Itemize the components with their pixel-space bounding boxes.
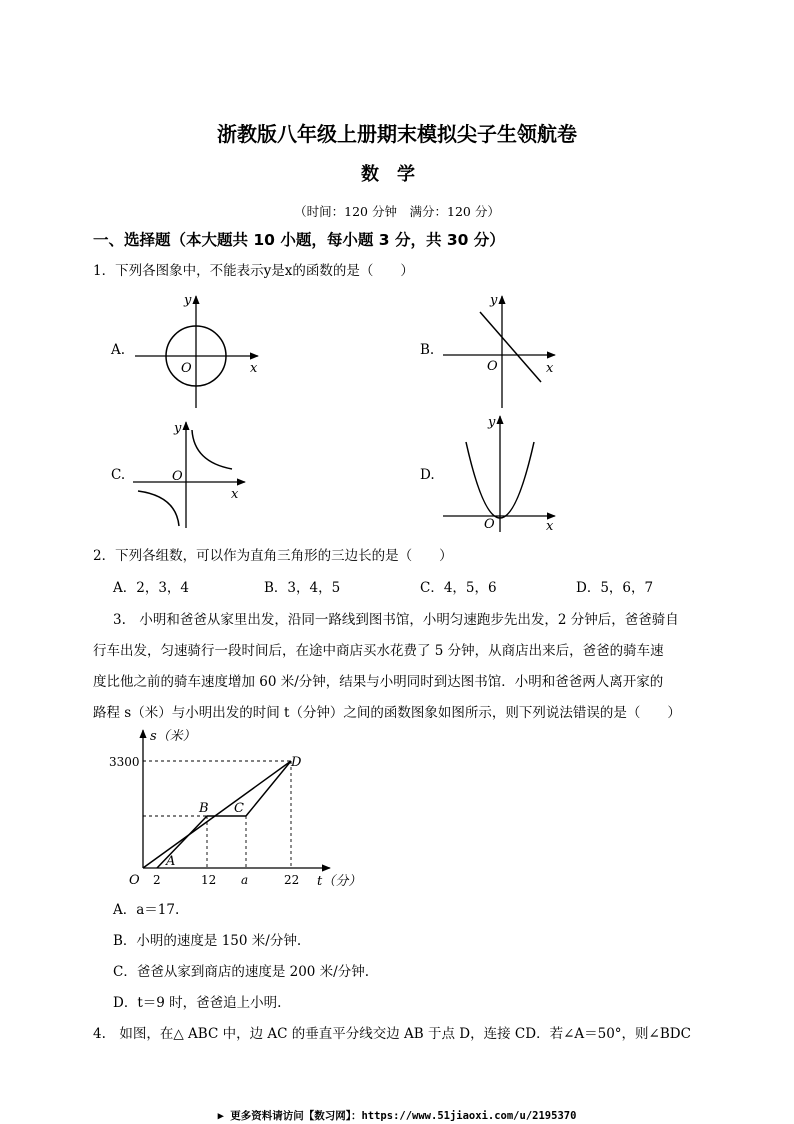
y-label: y [184,293,192,308]
question-4-stem: 4. 如图，在△ ABC 中，边 AC 的垂直平分线交边 AB 于点 D，连接 CD．若∠A＝50°，则∠BDC [93,1026,691,1042]
q3-option-a: A．a＝17. [113,902,180,918]
q1-graph-d [438,412,563,534]
q1-graph-a [130,292,265,412]
x-tick-a: a [241,873,249,887]
point-a-label: A [166,854,176,869]
q1-option-c-label: C. [111,467,126,483]
question-3-line-3: 度比他之前的骑车速度增加 60 米/分钟，结果与小明同时到达图书馆．小明和爸爸两人离开家的 [93,674,664,690]
origin-label: O [181,361,192,376]
x-label: x [231,487,239,502]
section-heading: 一、选择题（本大题共 10 小题，每小题 3 分，共 30 分） [93,231,505,249]
q1-option-b-label: B. [420,342,435,358]
q1-graph-b [438,292,563,412]
origin-label: O [487,359,498,374]
q2-option-b: B．3，4，5 [264,580,341,596]
y-tick-3300: 3300 [109,755,140,769]
xiaoming-line [143,761,291,868]
point-d-label: D [291,755,302,770]
question-3-line-1: 3. 小明和爸爸从家里出发，沿同一路线到图书馆，小明匀速跑步先出发，2 分钟后，爸爸骑自 [113,612,679,628]
q1-graph-c [130,418,250,530]
question-3-line-4: 路程 s（米）与小明出发的时间 t（分钟）之间的函数图象如图所示，则下列说法错误的是（ ） [93,705,681,721]
q3-option-c: C．爸爸从家到商店的速度是 200 米/分钟. [113,964,370,980]
x-label: x [546,519,554,534]
dad-line [157,761,291,868]
question-3-line-2: 行车出发，匀速骑行一段时间后，在途中商店买水花费了 5 分钟，从商店出来后，爸爸的骑车速 [93,643,664,659]
time-info: （时间：120 分钟 满分：120 分） [294,204,500,219]
q2-option-a: A．2，3，4 [113,580,190,596]
point-c-label: C [234,801,244,816]
origin-label: O [129,873,140,888]
hyperbola-branch-1 [192,430,232,469]
x-tick-22: 22 [284,873,300,887]
y-label: y [488,415,496,430]
subject-title: 数学 [361,164,433,185]
x-tick-2: 2 [153,873,161,887]
footer-link[interactable]: ▶ 更多资料请访问【数习网】：https://www.51jiaoxi.com/u/2195370 [217,1110,577,1122]
q1-option-a-label: A. [111,342,126,358]
point-b-label: B [199,801,209,816]
hyperbola-branch-2 [138,491,179,526]
q3-distance-time-graph [105,724,365,894]
q3-option-b: B．小明的速度是 150 米/分钟. [113,933,302,949]
s-axis-label: s（米） [150,729,196,744]
x-label: x [546,361,554,376]
q2-option-c: C．4，5，6 [420,580,497,596]
x-tick-12: 12 [201,873,217,887]
origin-label: O [172,469,183,484]
q2-option-d: D．5，6，7 [576,580,654,596]
origin-label: O [484,517,495,532]
question-2-stem: 2．下列各组数，可以作为直角三角形的三边长的是（ ） [93,548,453,564]
y-label: y [490,293,498,308]
x-label: x [250,361,258,376]
paper-title: 浙教版八年级上册期末模拟尖子生领航卷 [217,122,577,146]
q3-option-d: D．t＝9 时，爸爸追上小明. [113,995,282,1011]
question-1-stem: 1．下列各图象中，不能表示y是x的函数的是（ ） [93,263,414,279]
y-label: y [174,421,182,436]
q1-option-d-label: D. [420,467,435,483]
t-axis-label: t（分） [317,874,362,889]
